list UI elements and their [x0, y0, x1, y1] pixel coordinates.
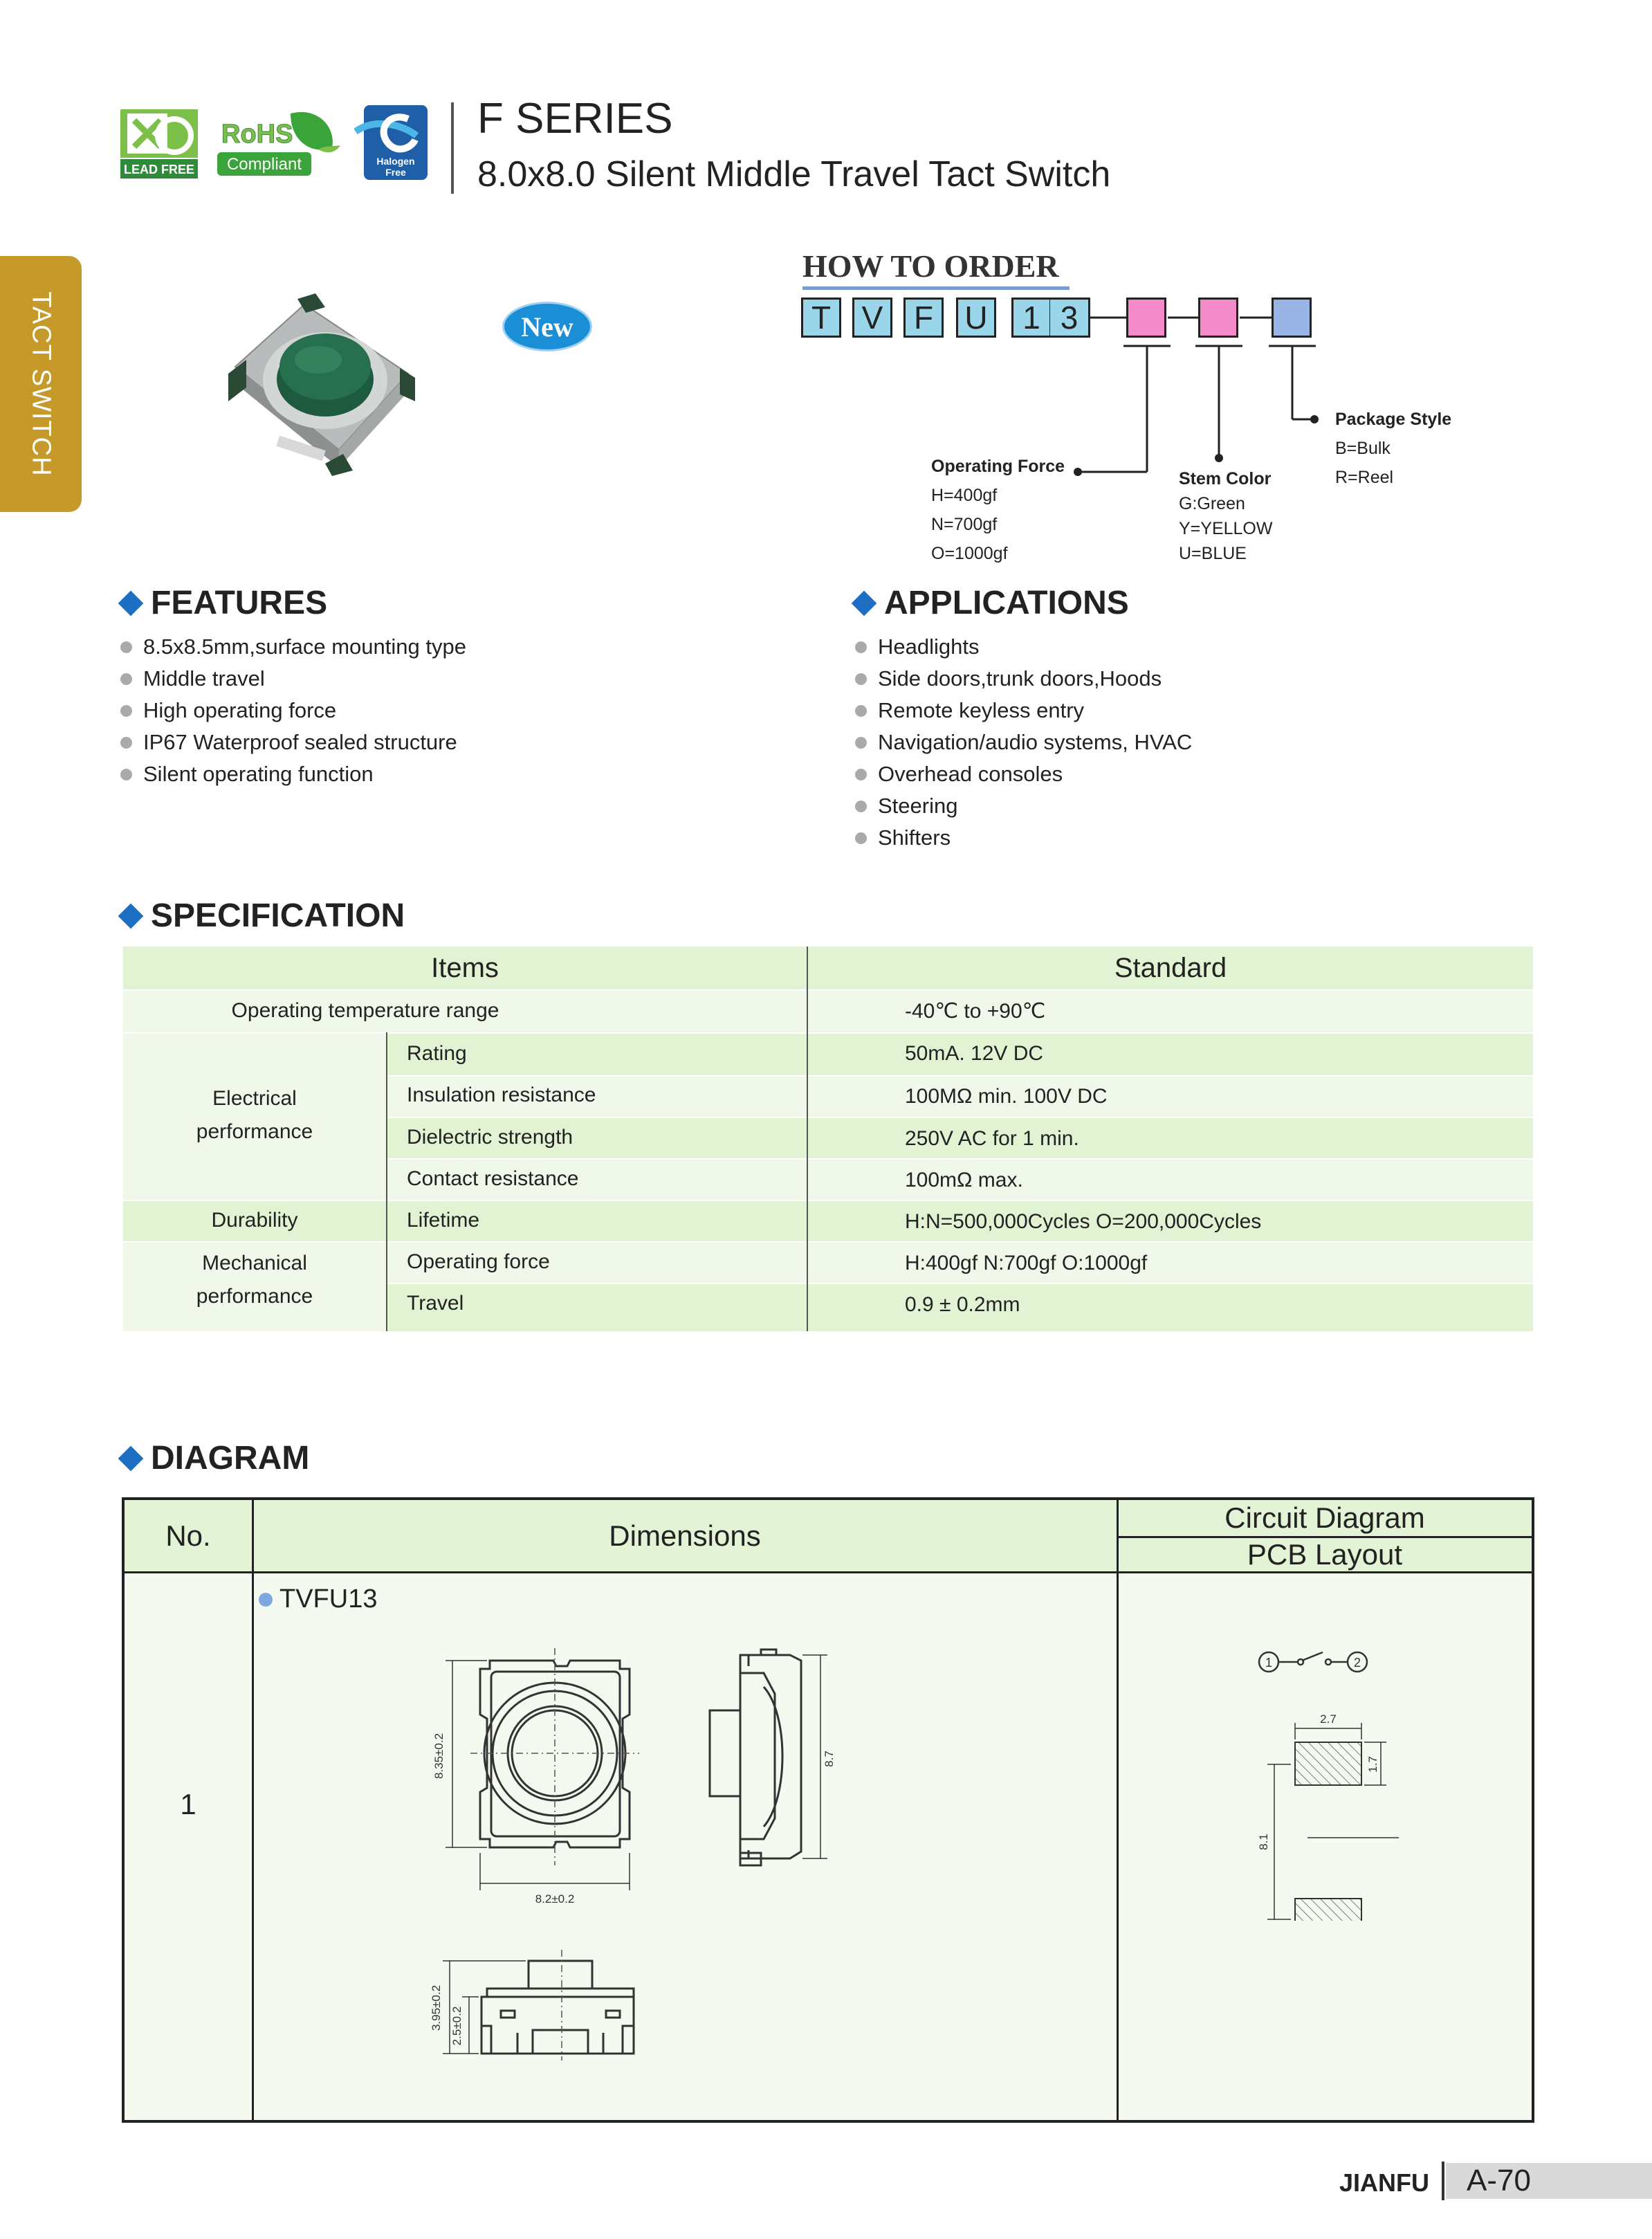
pcb-height-label: 1.7	[1366, 1756, 1379, 1773]
pcb-span-label: 8.1	[1257, 1834, 1270, 1850]
rohs-icon	[214, 107, 342, 179]
list-item: Navigation/audio systems, HVAC	[855, 726, 1192, 758]
model-label: TVFU13	[259, 1584, 377, 1614]
row-number: 1	[180, 1788, 196, 1820]
column-header-no: No.	[165, 1519, 211, 1552]
dim-body-height-label: 2.5±0.2	[450, 2006, 464, 2046]
stem-color-label: Stem Color	[1179, 469, 1272, 488]
bullet-dot-icon	[120, 705, 132, 717]
circuit-diagram	[1259, 1652, 1367, 1672]
spec-item: Dielectric strength	[407, 1126, 573, 1149]
list-item: IP67 Waterproof sealed structure	[120, 726, 466, 758]
list-item: Overhead consoles	[855, 758, 1192, 790]
bullet-dot-icon	[120, 641, 132, 653]
bullet-dot-icon	[855, 737, 867, 749]
specification-title: SPECIFICATION	[151, 897, 405, 934]
operating-force-option: N=700gf	[931, 515, 998, 534]
halogen-free-icon	[354, 104, 429, 181]
spec-item: Insulation resistance	[407, 1084, 596, 1106]
list-item: Side doors,trunk doors,Hoods	[855, 663, 1192, 695]
code-box-4: U	[956, 298, 996, 338]
applications-title: APPLICATIONS	[884, 585, 1129, 621]
specification-heading	[119, 897, 405, 935]
features-heading	[119, 584, 327, 622]
list-item: Silent operating function	[120, 758, 466, 790]
diamond-bullet-icon	[118, 1445, 144, 1471]
diamond-bullet-icon	[118, 590, 144, 616]
certification-logos	[119, 101, 437, 184]
package-style-option: R=Reel	[1335, 468, 1394, 487]
bullet-dot-icon	[855, 673, 867, 685]
list-item: 8.5x8.5mm,surface mounting type	[120, 631, 466, 663]
dim-width-label: 8.2±0.2	[535, 1892, 575, 1906]
bullet-dot-icon	[855, 705, 867, 717]
applications-list	[855, 631, 1192, 854]
bullet-dot-icon	[120, 737, 132, 749]
spec-value: -40℃ to +90℃	[905, 999, 1046, 1023]
circuit-pin-1: 1	[1265, 1656, 1273, 1670]
spec-item: Operating temperature range	[231, 999, 499, 1022]
operating-force-label: Operating Force	[931, 457, 1065, 476]
spec-value: 100MΩ min. 100V DC	[905, 1085, 1108, 1108]
code-box-1: T	[801, 298, 841, 338]
bullet-dot-icon	[855, 801, 867, 812]
bullet-dot-icon	[855, 641, 867, 653]
spec-group-label: performance	[196, 1285, 313, 1308]
lead-free-label: LEAD FREE	[123, 163, 195, 176]
bullet-dot-icon	[855, 832, 867, 844]
circuit-pin-2: 2	[1353, 1656, 1361, 1670]
features-title: FEATURES	[151, 585, 328, 621]
package-style-label: Package Style	[1335, 410, 1452, 429]
list-item: Shifters	[855, 822, 1192, 854]
applications-heading	[852, 584, 1129, 622]
spec-item: Operating force	[407, 1250, 550, 1273]
stem-color-option: Y=YELLOW	[1179, 519, 1273, 538]
features-list	[120, 631, 466, 790]
how-to-order-title: HOW TO ORDER	[802, 248, 1059, 284]
spec-item: Rating	[407, 1042, 467, 1065]
column-header-items: Items	[431, 952, 499, 983]
spec-value: 50mA. 12V DC	[905, 1042, 1044, 1065]
rohs-compliant-label: Compliant	[226, 155, 302, 174]
list-item: Middle travel	[120, 663, 466, 695]
rohs-label: RoHS	[221, 120, 293, 149]
stem-color-option: G:Green	[1179, 494, 1245, 513]
code-box-2: V	[852, 298, 892, 338]
dim-total-height-label: 3.95±0.2	[430, 1984, 443, 2031]
column-header-dimensions: Dimensions	[609, 1519, 761, 1552]
spec-group-label: performance	[196, 1120, 313, 1143]
footer-separator	[1442, 2162, 1444, 2200]
column-header-standard: Standard	[1114, 952, 1227, 983]
diagram-table	[122, 1497, 1534, 2123]
how-to-order-underline	[802, 286, 1070, 290]
spec-value: H:400gf N:700gf O:1000gf	[905, 1252, 1148, 1274]
list-item: Headlights	[855, 631, 1192, 663]
side-tab-label: TACT SWITCH	[26, 291, 56, 477]
spec-item: Travel	[407, 1292, 464, 1315]
specification-table	[123, 947, 1533, 1331]
operating-force-option: H=400gf	[931, 486, 998, 505]
stem-color-option: U=BLUE	[1179, 544, 1247, 563]
list-item: High operating force	[120, 695, 466, 726]
pcb-layout	[1257, 1712, 1399, 1921]
lead-free-icon	[119, 108, 199, 180]
spec-value: 0.9 ± 0.2mm	[905, 1293, 1020, 1316]
list-item: Remote keyless entry	[855, 695, 1192, 726]
spec-item: Lifetime	[407, 1209, 480, 1232]
footer-brand: JIANFU	[1339, 2168, 1430, 2197]
diamond-bullet-icon	[118, 903, 144, 929]
product-photo	[221, 291, 422, 477]
column-header-circuit: Circuit Diagram	[1224, 1501, 1425, 1534]
spec-group-label: Electrical	[212, 1087, 297, 1110]
code-box-3: F	[903, 298, 944, 338]
halogen-free-label: Free	[385, 167, 406, 178]
pcb-width-label: 2.7	[1320, 1712, 1337, 1726]
diamond-bullet-icon	[852, 590, 877, 616]
series-title: F SERIES	[477, 95, 673, 143]
bullet-dot-icon	[855, 769, 867, 780]
dimension-drawing	[415, 1645, 1038, 2102]
halogen-label: Halogen	[376, 156, 415, 167]
spec-item: Contact resistance	[407, 1167, 579, 1190]
dim-height-label: 8.35±0.2	[432, 1733, 446, 1780]
page-number: A-70	[1446, 2163, 1652, 2199]
column-header-pcb: PCB Layout	[1247, 1538, 1403, 1571]
spec-value: H:N=500,000Cycles O=200,000Cycles	[905, 1210, 1262, 1233]
code-box-5: 1	[1011, 298, 1052, 338]
header-divider	[451, 102, 454, 194]
bullet-dot-icon	[120, 769, 132, 780]
spec-value: 100mΩ max.	[905, 1169, 1023, 1191]
package-style-option: B=Bulk	[1335, 439, 1391, 458]
diagram-title: DIAGRAM	[151, 1440, 310, 1477]
dim-side-label: 8.7	[823, 1751, 836, 1767]
bullet-dot-icon	[259, 1593, 273, 1607]
bullet-dot-icon	[120, 673, 132, 685]
list-item: Steering	[855, 790, 1192, 822]
new-badge: New	[502, 302, 592, 351]
operating-force-option: O=1000gf	[931, 544, 1008, 563]
spec-group-label: Mechanical	[202, 1252, 307, 1274]
circuit-pcb-drawing	[1121, 1575, 1529, 1921]
product-subtitle: 8.0x8.0 Silent Middle Travel Tact Switch	[477, 154, 1111, 194]
spec-value: 250V AC for 1 min.	[905, 1127, 1079, 1150]
diagram-heading	[119, 1439, 309, 1477]
spec-group-label: Durability	[211, 1209, 298, 1232]
code-box-6: 3	[1050, 298, 1090, 338]
